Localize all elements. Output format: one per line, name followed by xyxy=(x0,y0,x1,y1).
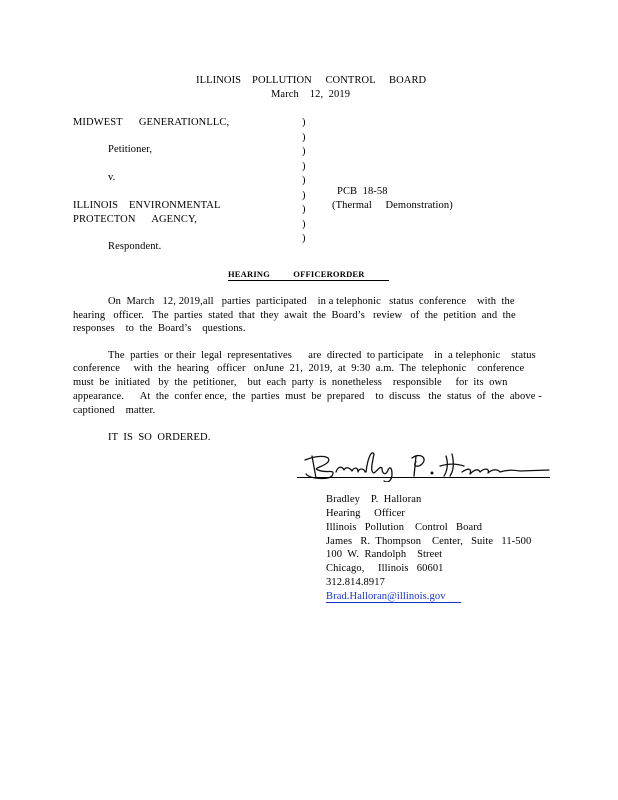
petitioner-role: Petitioner, xyxy=(108,144,153,155)
so-ordered: IT IS SO ORDERED. xyxy=(108,432,211,443)
order-title: HEARING OFFICERORDER xyxy=(228,269,365,279)
paragraph-1-line-3: responses to the Board’s questions. xyxy=(73,323,246,334)
case-number: PCB 18-58 xyxy=(337,186,388,197)
caption-parentheses: ) ) ) ) ) ) ) ) ) xyxy=(302,117,306,244)
email-underline xyxy=(326,602,461,603)
paragraph-2-line-2: conference with the hearing officer onJune 21, 2019, at 9:30 a.m. The telephonic conference xyxy=(73,363,525,374)
respondent-name-line1: ILLINOIS ENVIRONMENTAL xyxy=(73,200,221,211)
versus-label: v. xyxy=(108,172,116,183)
paragraph-1-line-1: On March 12, 2019,all parties participated in a telephonic status conference with the xyxy=(108,296,515,307)
signature-line xyxy=(297,477,550,478)
respondent-name-line2: PROTECTON AGENCY, xyxy=(73,214,198,225)
paragraph-2-line-4: appearance. At the confer ence, the parties must be prepared to discuss the status of the above - xyxy=(73,391,542,402)
officer-phone: 312.814.8917 xyxy=(326,577,385,588)
paragraph-2-line-1: The parties or their legal representatives are directed to participate in a telephonic status xyxy=(108,350,536,361)
officer-address-line-3: Chicago, Illinois 60601 xyxy=(326,563,444,574)
officer-title: Hearing Officer xyxy=(326,508,405,519)
petitioner-name: MIDWEST GENERATIONLLC, xyxy=(73,117,230,128)
officer-email-link[interactable]: Brad.Halloran@illinois.gov xyxy=(326,591,446,602)
paragraph-2-line-5: captioned matter. xyxy=(73,405,156,416)
order-title-underline xyxy=(228,280,389,281)
officer-name: Bradley P. Halloran xyxy=(326,494,422,505)
respondent-role: Respondent. xyxy=(108,241,162,252)
officer-address-line-1: James R. Thompson Center, Suite 11-500 xyxy=(326,536,532,547)
paragraph-1-line-2: hearing officer. The parties stated that they await the Board’s review of the petition and the xyxy=(73,310,516,321)
document-date: March 12, 2019 xyxy=(271,89,351,100)
officer-agency: Illinois Pollution Control Board xyxy=(326,522,483,533)
paragraph-2-line-3: must be initiated by the petitioner, but each party is nonetheless responsible for its own xyxy=(73,377,508,388)
agency-title: ILLINOIS POLLUTION CONTROL BOARD xyxy=(196,75,427,86)
officer-address-line-2: 100 W. Randolph Street xyxy=(326,549,443,560)
case-subject: (Thermal Demonstration) xyxy=(332,200,453,211)
